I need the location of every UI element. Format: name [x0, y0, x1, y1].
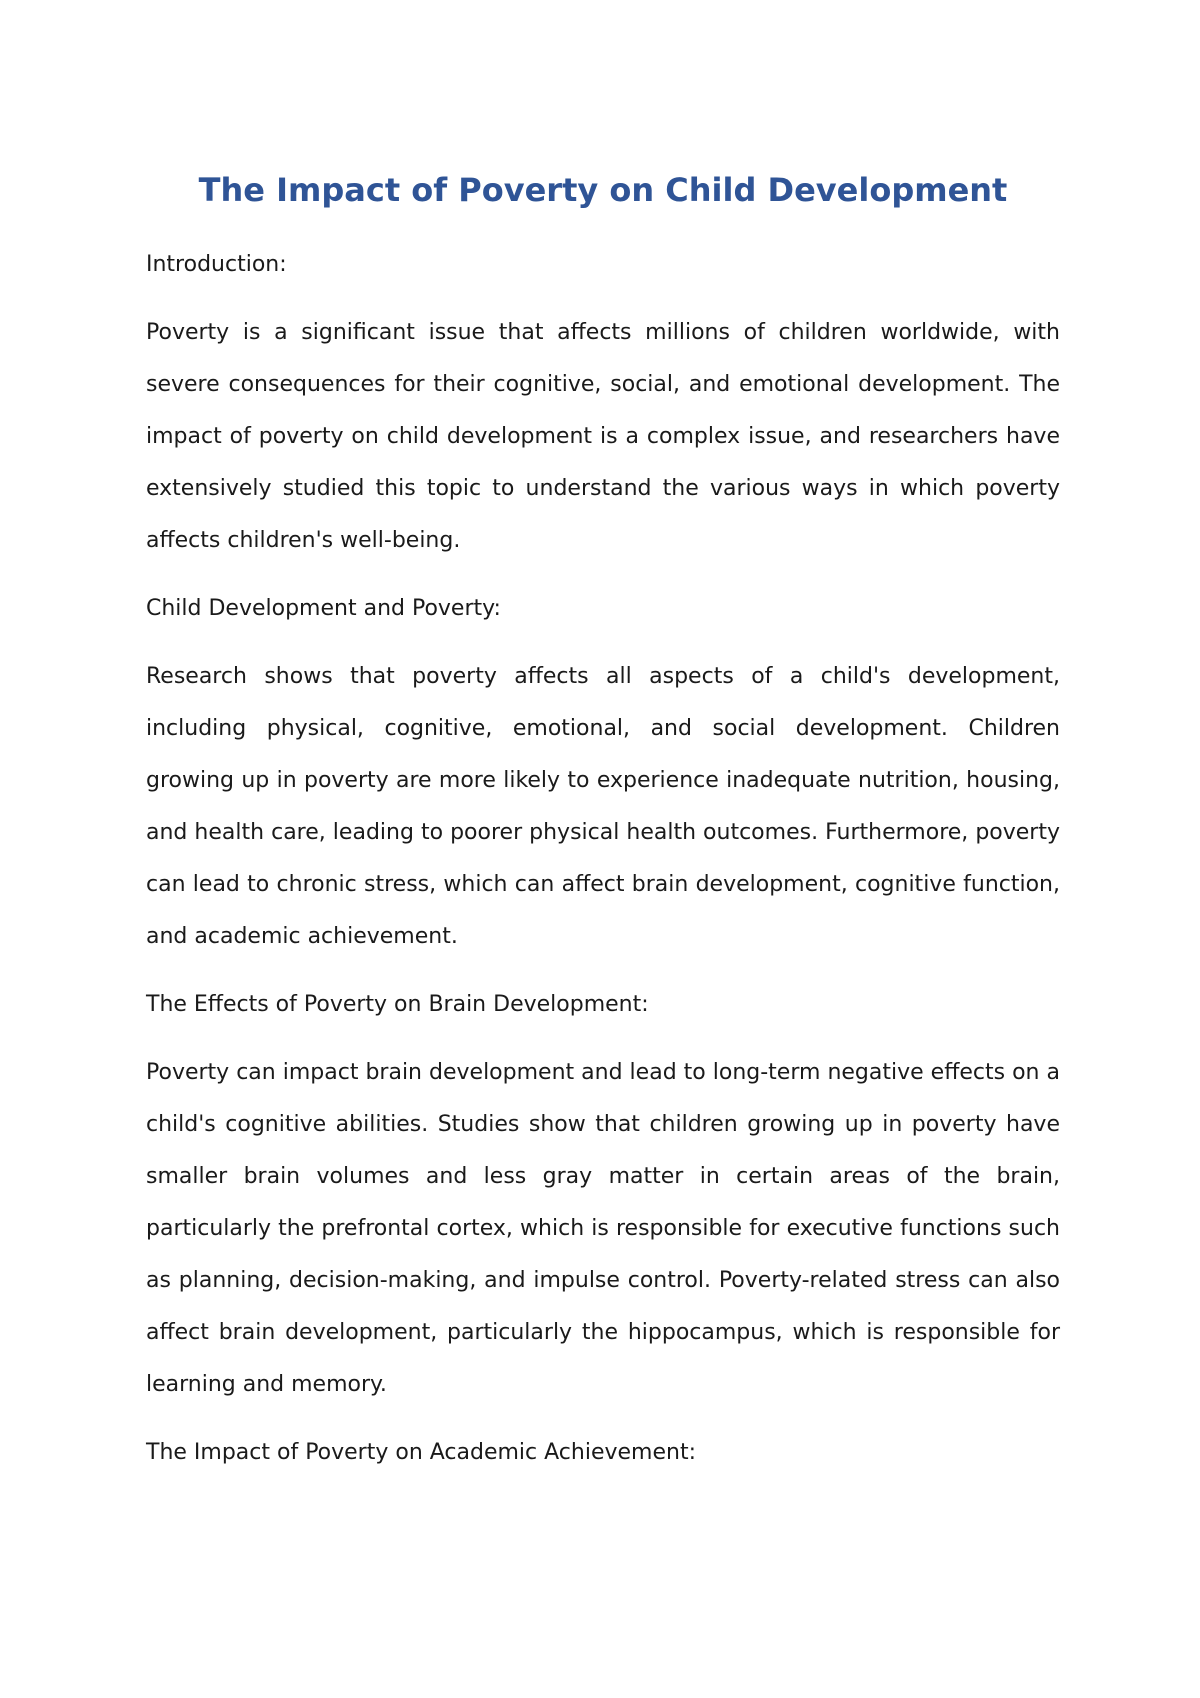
section-heading-child-development-and-poverty: Child Development and Poverty:	[146, 596, 501, 621]
section-heading-academic-achievement: The Impact of Poverty on Academic Achievement:	[146, 1440, 696, 1465]
document-title: The Impact of Poverty on Child Development	[198, 171, 1008, 209]
document-body	[146, 155, 1060, 1495]
section-heading-brain-development: The Effects of Poverty on Brain Development:	[146, 992, 649, 1017]
section-heading-introduction: Introduction:	[146, 252, 287, 277]
paragraph-child-development-and-poverty: Research shows that poverty affects all aspects of a child's development, including physical, cognitive, emotional, and social development. Children growing up in poverty are more likely to experience inadequate nutrition, housing, and health care, leading to poorer physical health outcomes. Furthermore, poverty can lead to chronic stress, which can affect brain development, cognitive function, and academic achievement.	[146, 664, 1060, 949]
paragraph-introduction: Poverty is a significant issue that affects millions of children worldwide, with severe consequences for their cognitive, social, and emotional development. The impact of poverty on child development is a complex issue, and researchers have extensively studied this topic to understand the various ways in which poverty affects children's well-being.	[146, 320, 1060, 553]
paragraph-brain-development: Poverty can impact brain development and lead to long-term negative effects on a child's cognitive abilities. Studies show that children growing up in poverty have smaller brain volumes and less gray matter in certain areas of the brain, particularly the prefrontal cortex, which is responsible for executive functions such as planning, decision-making, and impulse control. Poverty-related stress can also affect brain development, particularly the hippocampus, which is responsible for learning and memory.	[146, 1060, 1060, 1397]
